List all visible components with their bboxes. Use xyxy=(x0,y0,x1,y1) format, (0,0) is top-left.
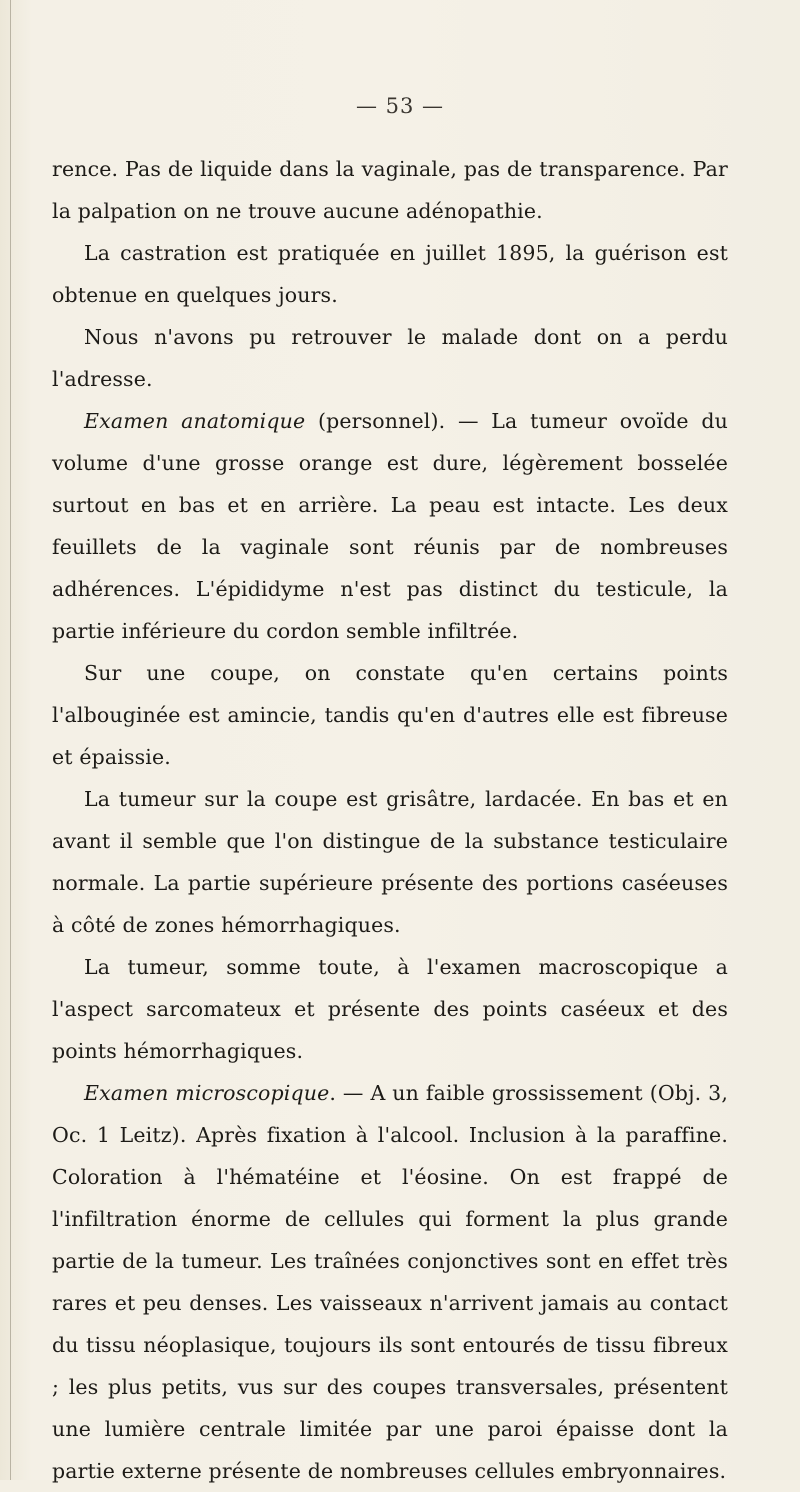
paragraph-5 xyxy=(52,652,728,778)
paragraph-text: Nous n'avons pu retrouver le malade dont on a perdu l'adresse. xyxy=(52,325,728,391)
paragraph-8 xyxy=(52,1072,728,1492)
paragraph-text: Sur une coupe, on constate qu'en certains points l'albouginée est amincie, tandis qu'en d'autres elle est fibreuse et épaissie. xyxy=(52,661,728,769)
paragraph-text: La tumeur, somme toute, à l'examen macroscopique a l'aspect sarcomateux et présente des points caséeux et des points hémorrhagiques. xyxy=(52,955,728,1063)
paragraph-text: La tumeur sur la coupe est grisâtre, lardacée. En bas et en avant il semble que l'on distingue de la substance testiculaire normale. La partie supérieure présente des portions caséeuses à côté de zones hémorrhagiques. xyxy=(52,787,728,937)
paragraph-7 xyxy=(52,946,728,1072)
paragraph-text: La castration est pratiquée en juillet 1895, la guérison est obtenue en quelques jours. xyxy=(52,241,728,307)
paragraph-2 xyxy=(52,232,728,316)
page-edge xyxy=(10,0,11,1480)
section-heading-microscopique: Examen microscopique xyxy=(84,1081,330,1105)
paragraph-text: (personnel). — La tumeur ovoïde du volume d'une grosse orange est dure, légèrement bosselée surtout en bas et en arrière. La peau est intacte. Les deux feuillets de la vaginale sont réunis par de nombreuses adhérences. L'épididyme n'est pas distinct du testicule, la partie inférieure du cordon semble infiltrée. xyxy=(52,409,728,643)
paragraph-3 xyxy=(52,316,728,400)
paragraph-1 xyxy=(52,148,728,232)
paragraph-6 xyxy=(52,778,728,946)
paragraph-4 xyxy=(52,400,728,652)
page-body xyxy=(52,148,728,1492)
paragraph-text: rence. Pas de liquide dans la vaginale, pas de transparence. Par la palpation on ne trouve aucune adénopathie. xyxy=(52,157,728,223)
section-heading-anatomique: Examen anatomique xyxy=(84,409,306,433)
page-number: — 53 — xyxy=(355,94,445,118)
paragraph-text: . — A un faible grossissement (Obj. 3, Oc. 1 Leitz). Après fixation à l'alcool. Inclusion à la paraffine. Coloration à l'hématéine et l'éosine. On est frappé de l'infiltration énorme de cellules qui forment la plus grande partie de la tumeur. Les traînées conjonctives sont en effet très rares et peu denses. Les vaisseaux n'arrivent jamais au contact du tissu néoplasique, toujours ils sont entourés de tissu fibreux ; les plus petits, vus sur des coupes transversales, présentent une lumière centrale limitée par une paroi épaisse dont la partie externe présente de nombreuses cellules embryonnaires. xyxy=(52,1081,728,1483)
